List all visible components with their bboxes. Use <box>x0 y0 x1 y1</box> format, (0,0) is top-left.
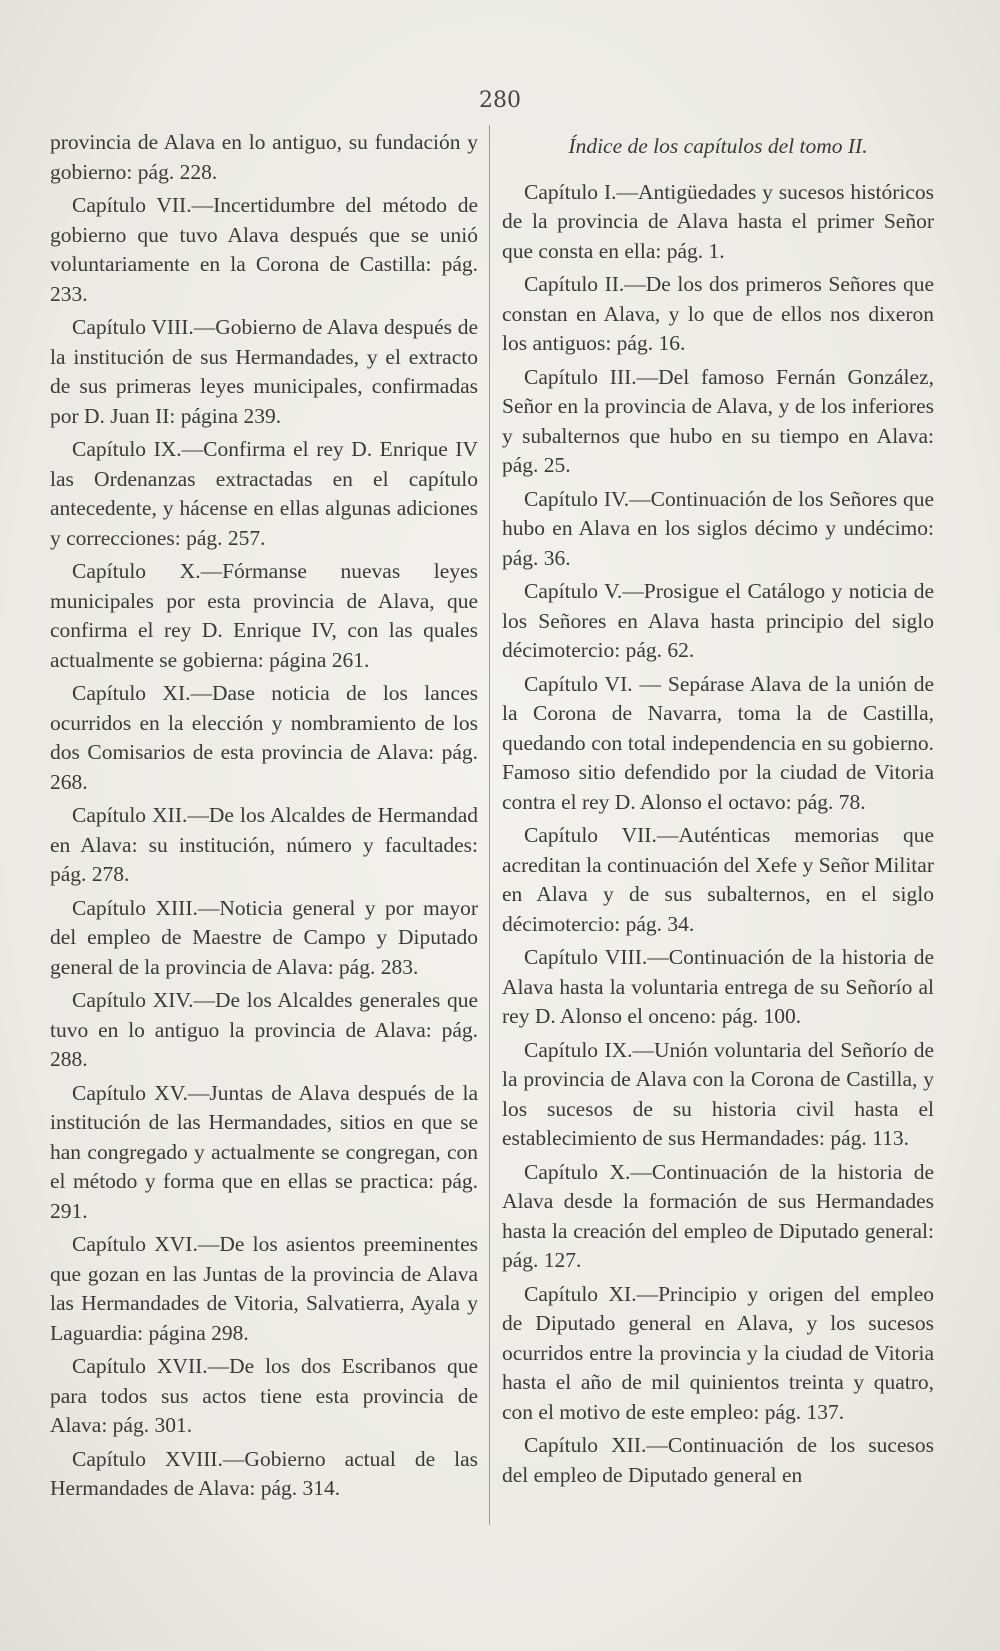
chapter-entry: Capítulo XI.—Principio y origen del empleo de Diputado general en Alava, y los sucesos ocurridos entre la provincia y la ciudad de Vitoria hasta el año de mil quinientos treinta y quatro, con el motivo de este empleo: pág. 137. <box>502 1281 934 1424</box>
right-column <box>502 128 934 1494</box>
chapter-entry: Capítulo XV.—Juntas de Alava después de la institución de las Hermandades, sitios en que se han congregado y actualmente se congregan, con el método y forma que en ellas se practica: pág. 291. <box>50 1080 478 1223</box>
chapter-entry: Capítulo VIII.—Gobierno de Alava después de la institución de sus Hermandades, y el extracto de sus primeras leyes municipales, confirmadas por D. Juan II: página 239. <box>50 315 478 428</box>
chapter-entry: Capítulo VIII.—Continuación de la historia de Alava hasta la voluntaria entrega de su Señorío al rey D. Alonso el onceno: pág. 100. <box>502 945 934 1028</box>
chapter-entry: Capítulo XIV.—De los Alcaldes generales que tuvo en lo antiguo la provincia de Alava: pág. 288. <box>50 988 478 1071</box>
chapter-entry: Capítulo XIII.—Noticia general y por mayor del empleo de Maestre de Campo y Diputado general de la provincia de Alava: pág. 283. <box>50 895 478 979</box>
chapter-entry: provincia de Alava en lo antiguo, su fundación y gobierno: pág. 228. <box>50 130 478 184</box>
chapter-entry: Capítulo XII.—De los Alcaldes de Hermandad en Alava: su institución, número y facultades: pág. 278. <box>50 803 478 886</box>
chapter-entry: Capítulo IV.—Continuación de los Señores que hubo en Alava en los siglos décimo y undécimo: pág. 36. <box>502 486 934 570</box>
chapter-entry: Capítulo VII.—Incertidumbre del método de gobierno que tuvo Alava después que se unió voluntariamente en la Corona de Castilla: pág. 233. <box>50 193 478 306</box>
chapter-entry: Capítulo IX.—Unión voluntaria del Señorío de la provincia de Alava con la Corona de Castilla, y los sucesos de su historia civil hasta el establecimiento de sus Hermandades: pág. 113. <box>502 1037 934 1150</box>
column-divider <box>489 125 490 1525</box>
page-number: 280 <box>479 88 521 113</box>
chapter-entry: Capítulo X.—Fórmanse nuevas leyes municipales por esta provincia de Alava, que confirma el rey D. Enrique IV, con las quales actualmente se gobierna: página 261. <box>50 559 478 672</box>
right-column-entries <box>502 178 934 1491</box>
chapter-entry: Capítulo X.—Continuación de la historia de Alava desde la formación de sus Hermandades hasta la creación del empleo de Diputado general: pág. 127. <box>502 1159 934 1272</box>
chapter-entry: Capítulo V.—Prosigue el Catálogo y noticia de los Señores en Alava hasta principio del siglo décimotercio: pág. 62. <box>502 579 934 662</box>
chapter-entry: Capítulo II.—De los dos primeros Señores que constan en Alava, y lo que de ellos nos dixeron los antiguos: pág. 16. <box>502 272 934 355</box>
chapter-entry: Capítulo IX.—Confirma el rey D. Enrique IV las Ordenanzas extractadas en el capítulo antecedente, y hácense en ellas algunas adiciones y correcciones: pág. 257. <box>50 437 478 550</box>
index-heading: Índice de los capítulos del tomo II. <box>568 134 868 158</box>
chapter-entry: Capítulo XVIII.—Gobierno actual de las Hermandades de Alava: pág. 314. <box>50 1446 478 1500</box>
chapter-entry: Capítulo VI. — Sepárase Alava de la unión de la Corona de Navarra, toma la de Castilla, quedando con total independencia en su gobierno. Famoso sitio defendido por la ciudad de Vitoria contra el rey D. Alonso el octavo: pág. 78. <box>502 671 934 814</box>
chapter-entry: Capítulo XVII.—De los dos Escribanos que para todos sus actos tiene esta provincia de Alava: pág. 301. <box>50 1354 478 1437</box>
chapter-entry: Capítulo III.—Del famoso Fernán González, Señor en la provincia de Alava, y de los inferiores y subalternos que hubo en su tiempo en Alava: pág. 25. <box>502 364 934 477</box>
left-column <box>50 128 478 1508</box>
chapter-entry: Capítulo XII.—Continuación de los sucesos del empleo de Diputado general en <box>502 1433 934 1487</box>
chapter-entry: Capítulo VII.—Auténticas memorias que acreditan la continuación del Xefe y Señor Militar en Alava y de sus subalternos, en el siglo décimotercio: pág. 34. <box>502 823 934 936</box>
chapter-entry: Capítulo XI.—Dase noticia de los lances ocurridos en la elección y nombramiento de los dos Comisarios de esta provincia de Alava: pág. 268. <box>50 681 478 794</box>
chapter-entry: Capítulo XVI.—De los asientos preeminentes que gozan en las Juntas de la provincia de Alava las Hermandades de Vitoria, Salvatierra, Ayala y Laguardia: página 298. <box>50 1232 478 1345</box>
chapter-entry: Capítulo I.—Antigüedades y sucesos históricos de la provincia de Alava hasta el primer Señor que consta en ella: pág. 1. <box>502 179 934 263</box>
